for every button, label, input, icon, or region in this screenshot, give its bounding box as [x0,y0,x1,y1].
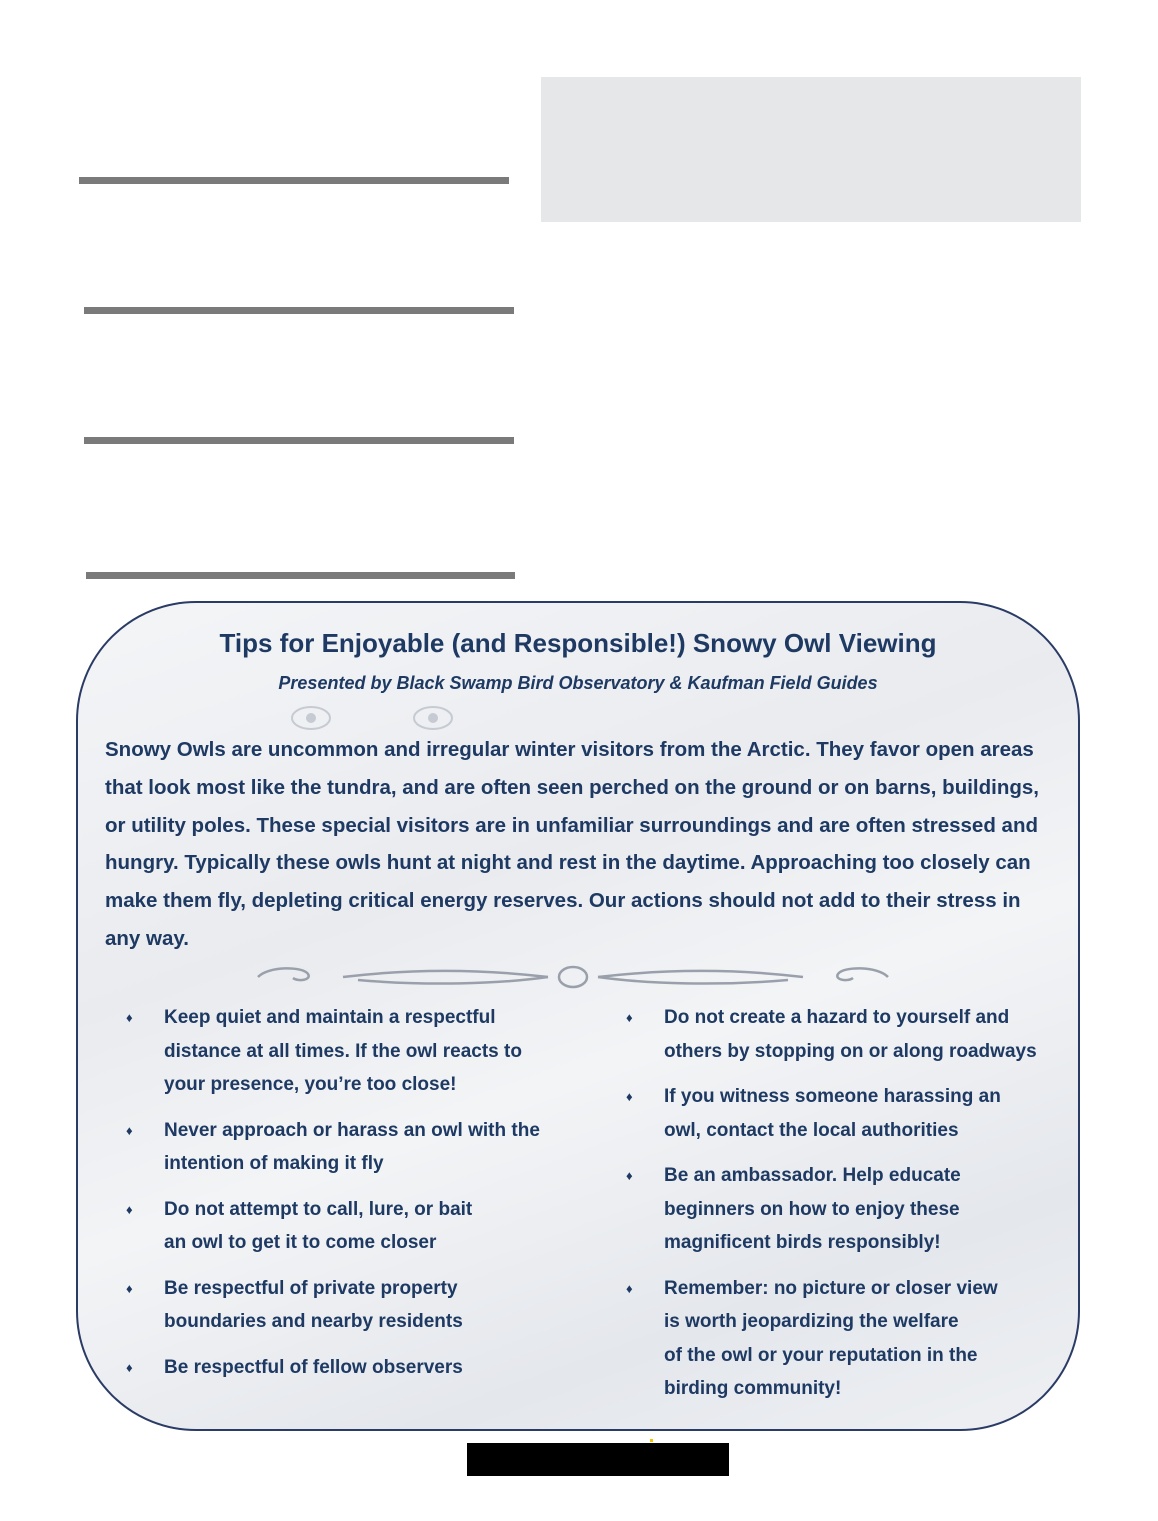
list-item: ♦ Be respectful of fellow observers [118,1351,588,1385]
list-item: ♦ Never approach or harass an owl with the intention of making it fly [118,1114,588,1181]
diamond-bullet-icon: ♦ [126,1359,133,1375]
gray-header-box [541,77,1081,222]
yellow-dot [650,1439,653,1442]
divider-rule-2 [84,307,514,314]
divider-rule-1 [79,177,509,184]
diamond-bullet-icon: ♦ [126,1201,133,1217]
diamond-bullet-icon: ♦ [126,1280,133,1296]
tips-list-right [618,1001,1078,1418]
diamond-bullet-icon: ♦ [626,1089,633,1104]
list-item: ♦ If you witness someone harassing an owl, contact the local authorities [618,1080,1078,1147]
diamond-bullet-icon: ♦ [126,1122,133,1138]
diamond-bullet-icon: ♦ [626,1280,633,1296]
intro-paragraph: Snowy Owls are uncommon and irregular winter visitors from the Arctic. They favor open areas that look most like the tundra, and are often seen perched on the ground or on barns, buildings, or utility poles. These special visitors are in unfamiliar surroundings and are often stressed and hungry. Typically these owls hunt at night and rest in the daytime. Approaching too closely can make them fly, depleting critical energy reserves. Our actions should not add to their stress in any way. [105,738,1039,950]
diamond-bullet-icon: ♦ [626,1168,633,1183]
diamond-bullet-icon: ♦ [126,1010,133,1025]
panel-subtitle: Presented by Black Swamp Bird Observatory & Kaufman Field Guides [278,673,878,693]
list-item: ♦ Remember: no picture or closer view is worth jeopardizing the welfare of the owl or your reputation in the birding community! [618,1272,1078,1406]
list-item: ♦ Do not create a hazard to yourself and others by stopping on or along roadways [618,1001,1078,1068]
owl-eye-icon [411,704,455,732]
list-item: ♦ Do not attempt to call, lure, or bait an owl to get it to come closer [118,1193,588,1260]
footer-black-bar [467,1443,729,1476]
tips-list-left [118,1001,588,1396]
list-item: ♦ Be respectful of private property boundaries and nearby residents [118,1272,588,1339]
owl-eye-icon [289,704,333,732]
divider-rule-3 [84,437,514,444]
diamond-bullet-icon: ♦ [626,1010,633,1025]
divider-rule-4 [86,572,515,579]
ornamental-divider-icon [248,960,898,994]
panel-title: Tips for Enjoyable (and Responsible!) Snowy Owl Viewing [219,628,937,658]
list-item: ♦ Keep quiet and maintain a respectful distance at all times. If the owl reacts to your presence, you’re too close! [118,1001,588,1102]
list-item: ♦ Be an ambassador. Help educate beginners on how to enjoy these magnificent birds responsibly! [618,1159,1078,1260]
snowy-owl-tips-panel [76,601,1080,1431]
